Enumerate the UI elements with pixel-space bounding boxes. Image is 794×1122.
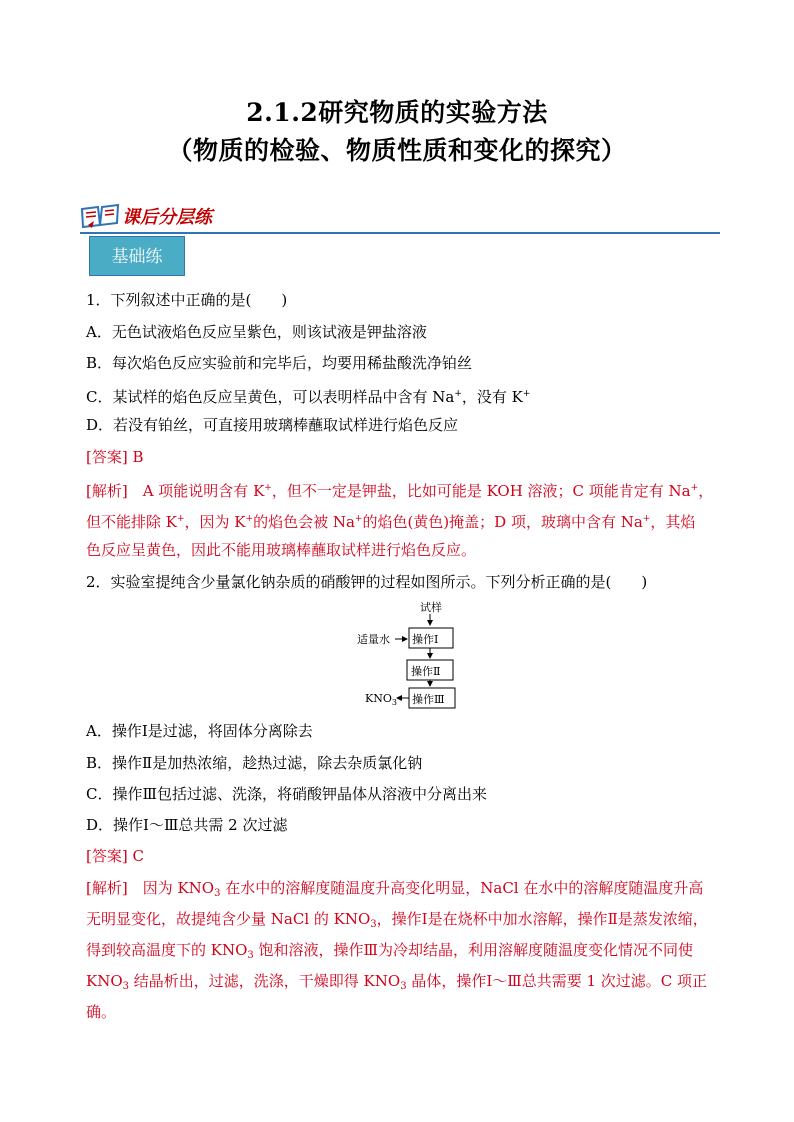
q2-answer: [答案] C (86, 847, 144, 865)
section-title: 课后分层练 (122, 207, 212, 228)
q2-explanation-line3: 得到较高温度下的 $KNO_3$ 饱和溶液，操作Ⅲ为冷却结晶，利用溶解度随温度变化情况不同使 (86, 941, 694, 961)
q1-option-d: D．若没有铂丝，可直接用玻璃棒蘸取试样进行焰色反应 (86, 416, 459, 434)
q2-explanation-line1: [解析] 因为 $KNO_3$ 在水中的溶解度随温度升高变化明显，NaCl 在水中的溶解度随温度升高 (86, 879, 704, 899)
q2-option-a: A．操作Ⅰ是过滤，将固体分离除去 (86, 722, 313, 740)
q2-option-d: D．操作Ⅰ～Ⅲ总共需 2 次过滤 (86, 816, 288, 834)
flow-step-2: 操作Ⅱ (411, 665, 441, 678)
q1-answer: [答案] B (86, 448, 144, 466)
q1-explanation-line2: 但不能排除 K+，因为 K+的焰色会被 Na+的焰色(黄色)掩盖；D 项，玻璃中含有 Na+，其焰 (86, 513, 696, 531)
book-icon (80, 203, 120, 229)
flow-water-label: 适量水 (357, 633, 390, 646)
q1-option-b: B．每次焰色反应实验前和完毕后，均要用稀盐酸洗净铂丝 (86, 354, 473, 372)
flow-step-3: 操作Ⅲ (412, 693, 445, 706)
flow-step-1: 操作Ⅰ (412, 633, 439, 646)
q2-option-b: B．操作Ⅱ是加热浓缩，趁热过滤，除去杂质氯化钠 (86, 754, 423, 772)
q1-option-c: C．某试样的焰色反应呈黄色，可以表明样品中含有 Na+，没有 K+ (86, 388, 531, 406)
q2-explanation-line2: 无明显变化，故提纯含少量 NaCl 的 $KNO_3$，操作Ⅰ是在烧杯中加水溶解，操作Ⅱ是蒸发浓缩， (86, 910, 708, 930)
q2-explanation-line4: $KNO_3$ 结晶析出，过滤，洗涤，干燥即得 $KNO_3$ 晶体，操作Ⅰ～Ⅲ总共需要 1 次过滤。C 项正 (86, 972, 708, 992)
process-flow-diagram (355, 600, 465, 710)
flow-sample-label: 试样 (420, 601, 442, 614)
page-title: 2.1.2研究物质的实验方法 (246, 98, 548, 127)
q1-explanation-line3: 色反应呈黄色，因此不能用玻璃棒蘸取试样进行焰色反应。 (86, 541, 477, 559)
section-divider (80, 232, 720, 234)
q2-stem: 2．实验室提纯含少量氯化钠杂质的硝酸钾的过程如图所示。下列分析正确的是( ) (86, 573, 648, 591)
q2-explanation-line5: 确。 (86, 1003, 117, 1021)
page-subtitle: （物质的检验、物质性质和变化的探究） (167, 136, 627, 165)
q1-option-a: A．无色试液焰色反应呈紫色，则该试液是钾盐溶液 (86, 323, 427, 341)
q2-option-c: C．操作Ⅲ包括过滤、洗涤，将硝酸钾晶体从溶液中分离出来 (86, 785, 487, 803)
section-tag: 基础练 (89, 236, 185, 276)
q1-stem: 1．下列叙述中正确的是( ) (86, 291, 288, 309)
q1-explanation-line1: [解析] A 项能说明含有 K+，但不一定是钾盐，比如可能是 KOH 溶液；C 项能肯定有 Na+， (86, 482, 714, 500)
flow-product-label: $KNO_3$ (365, 692, 397, 707)
